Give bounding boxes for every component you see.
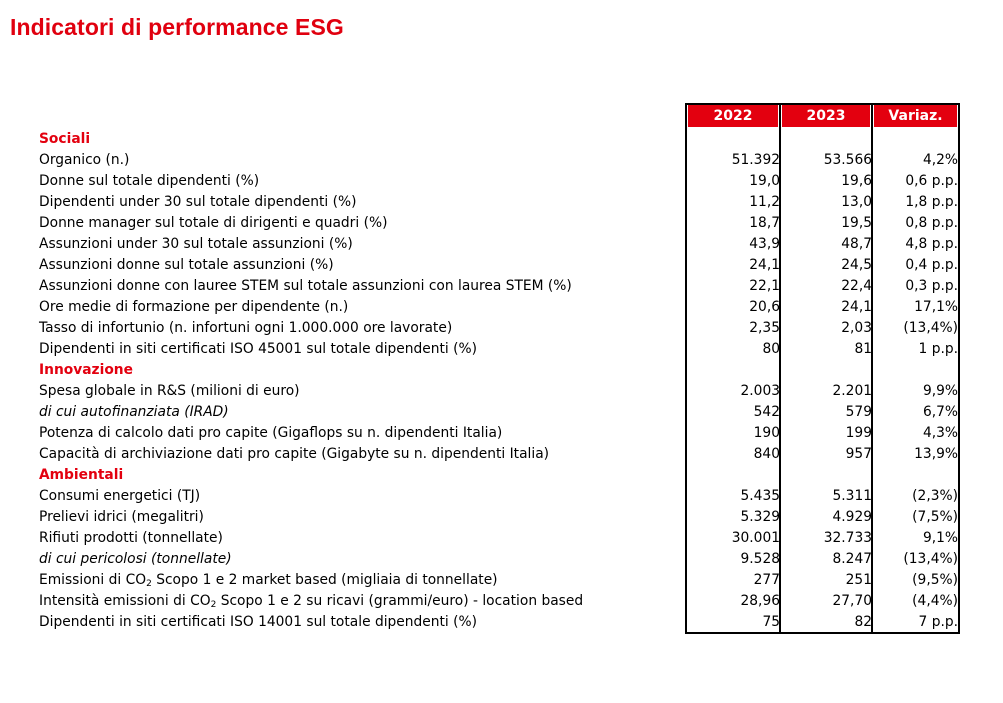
value-2022: 43,9: [749, 236, 780, 252]
value-variation: 9,1%: [922, 530, 958, 546]
value-2023: 579: [845, 404, 872, 420]
section-label: Ambientali: [39, 467, 124, 483]
value-variation: 1 p.p.: [918, 341, 958, 357]
value-variation: 6,7%: [922, 404, 958, 420]
value-2023: 82: [854, 614, 872, 630]
value-2022: 2,35: [749, 320, 780, 336]
value-variation: 4,8 p.p.: [905, 236, 958, 252]
table-row: [0, 150, 1003, 171]
table-row: [0, 192, 1003, 213]
value-variation: (13,4%): [903, 551, 958, 567]
indicator-label: Dipendenti in siti certificati ISO 45001 sul totale dipendenti (%): [39, 341, 478, 357]
value-variation: 9,9%: [922, 383, 958, 399]
value-2022: 80: [762, 341, 780, 357]
table-row: [0, 486, 1003, 507]
table-row: [0, 276, 1003, 297]
indicator-label: Capacità di archiviazione dati pro capite (Gigabyte su n. dipendenti Italia): [39, 446, 550, 462]
value-variation: (2,3%): [912, 488, 958, 504]
indicator-label: Dipendenti in siti certificati ISO 14001 sul totale dipendenti (%): [39, 614, 478, 630]
value-variation: 0,6 p.p.: [905, 173, 958, 189]
value-2022: 277: [753, 572, 780, 588]
section-heading: [0, 360, 1003, 381]
indicator-label: Potenza di calcolo dati pro capite (Gigaflops su n. dipendenti Italia): [39, 425, 503, 441]
table-row: [0, 381, 1003, 402]
value-2023: 957: [845, 446, 872, 462]
value-2022: 19,0: [749, 173, 780, 189]
value-variation: 4,2%: [922, 152, 958, 168]
value-2023: 81: [854, 341, 872, 357]
value-variation: (9,5%): [912, 572, 958, 588]
value-variation: (4,4%): [912, 593, 958, 609]
value-2022: 2.003: [740, 383, 780, 399]
value-2023: 4.929: [832, 509, 872, 525]
value-2022: 24,1: [749, 257, 780, 273]
value-2023: 199: [845, 425, 872, 441]
indicator-label: Donne manager sul totale di dirigenti e quadri (%): [39, 215, 388, 231]
table-row: [0, 213, 1003, 234]
section-label: Sociali: [39, 131, 91, 147]
section-heading: [0, 129, 1003, 150]
value-variation: 7 p.p.: [918, 614, 958, 630]
value-2022: 75: [762, 614, 780, 630]
table-row: [0, 339, 1003, 360]
value-2023: 27,70: [832, 593, 872, 609]
indicator-label: di cui pericolosi (tonnellate): [39, 551, 232, 567]
table-row: [0, 570, 1003, 591]
table-row: [0, 528, 1003, 549]
table-row: [0, 234, 1003, 255]
value-2022: 840: [753, 446, 780, 462]
value-2023: 53.566: [823, 152, 872, 168]
value-2022: 20,6: [749, 299, 780, 315]
value-variation: 1,8 p.p.: [905, 194, 958, 210]
value-variation: 4,3%: [922, 425, 958, 441]
value-2023: 5.311: [832, 488, 872, 504]
table-row: [0, 444, 1003, 465]
value-variation: 0,8 p.p.: [905, 215, 958, 231]
value-2022: 18,7: [749, 215, 780, 231]
value-variation: 0,4 p.p.: [905, 257, 958, 273]
header-2023: 2023: [782, 105, 870, 127]
indicator-label: Intensità emissioni di $CO_2$ Scopo 1 e 2 su ricavi (grammi/euro) - location based: [39, 593, 584, 610]
table-row: [0, 402, 1003, 423]
value-variation: 0,3 p.p.: [905, 278, 958, 294]
indicator-label: Assunzioni donne con lauree STEM sul totale assunzioni con laurea STEM (%): [39, 278, 572, 294]
value-variation: (7,5%): [912, 509, 958, 525]
section-heading: [0, 465, 1003, 486]
table-row: [0, 318, 1003, 339]
value-2022: 22,1: [749, 278, 780, 294]
indicator-label: Tasso di infortunio (n. infortuni ogni 1.000.000 ore lavorate): [39, 320, 453, 336]
table-row: [0, 549, 1003, 570]
value-2023: 48,7: [841, 236, 872, 252]
table-bottom-border: [685, 632, 959, 634]
value-2022: 9.528: [740, 551, 780, 567]
value-2023: 22,4: [841, 278, 872, 294]
value-2022: 190: [753, 425, 780, 441]
value-2023: 19,6: [841, 173, 872, 189]
indicator-label: Assunzioni under 30 sul totale assunzioni (%): [39, 236, 353, 252]
table-row: [0, 507, 1003, 528]
indicator-label: Assunzioni donne sul totale assunzioni (%): [39, 257, 334, 273]
table-row: [0, 423, 1003, 444]
value-2023: 24,5: [841, 257, 872, 273]
indicator-label: Rifiuti prodotti (tonnellate): [39, 530, 223, 546]
value-2022: 542: [753, 404, 780, 420]
page-title: Indicatori di performance ESG: [10, 14, 344, 40]
value-2023: 19,5: [841, 215, 872, 231]
indicator-label: Ore medie di formazione per dipendente (n.): [39, 299, 349, 315]
value-2023: 24,1: [841, 299, 872, 315]
section-label: Innovazione: [39, 362, 133, 378]
value-2022: 11,2: [749, 194, 780, 210]
table-row: [0, 612, 1003, 633]
table-row: [0, 297, 1003, 318]
value-2022: 51.392: [731, 152, 780, 168]
indicator-label: Organico (n.): [39, 152, 130, 168]
indicator-label: di cui autofinanziata (IRAD): [39, 404, 229, 420]
table-row: [0, 255, 1003, 276]
value-2022: 30.001: [731, 530, 780, 546]
value-2023: 2,03: [841, 320, 872, 336]
value-2022: 5.435: [740, 488, 780, 504]
value-variation: (13,4%): [903, 320, 958, 336]
indicator-label: Prelievi idrici (megalitri): [39, 509, 204, 525]
value-2022: 28,96: [740, 593, 780, 609]
indicator-label: Emissioni di $CO_2$ Scopo 1 e 2 market based (migliaia di tonnellate): [39, 572, 498, 589]
value-2023: 251: [845, 572, 872, 588]
indicator-label: Dipendenti under 30 sul totale dipendenti (%): [39, 194, 357, 210]
header-variation: Variaz.: [874, 105, 957, 127]
indicator-label: Consumi energetici (TJ): [39, 488, 201, 504]
table-row: [0, 171, 1003, 192]
value-variation: 17,1%: [914, 299, 958, 315]
value-2022: 5.329: [740, 509, 780, 525]
value-variation: 13,9%: [914, 446, 958, 462]
header-2022: 2022: [688, 105, 778, 127]
value-2023: 32.733: [823, 530, 872, 546]
value-2023: 13,0: [841, 194, 872, 210]
value-2023: 8.247: [832, 551, 872, 567]
indicator-label: Donne sul totale dipendenti (%): [39, 173, 260, 189]
value-2023: 2.201: [832, 383, 872, 399]
table-row: [0, 591, 1003, 612]
indicator-label: Spesa globale in R&S (milioni di euro): [39, 383, 300, 399]
